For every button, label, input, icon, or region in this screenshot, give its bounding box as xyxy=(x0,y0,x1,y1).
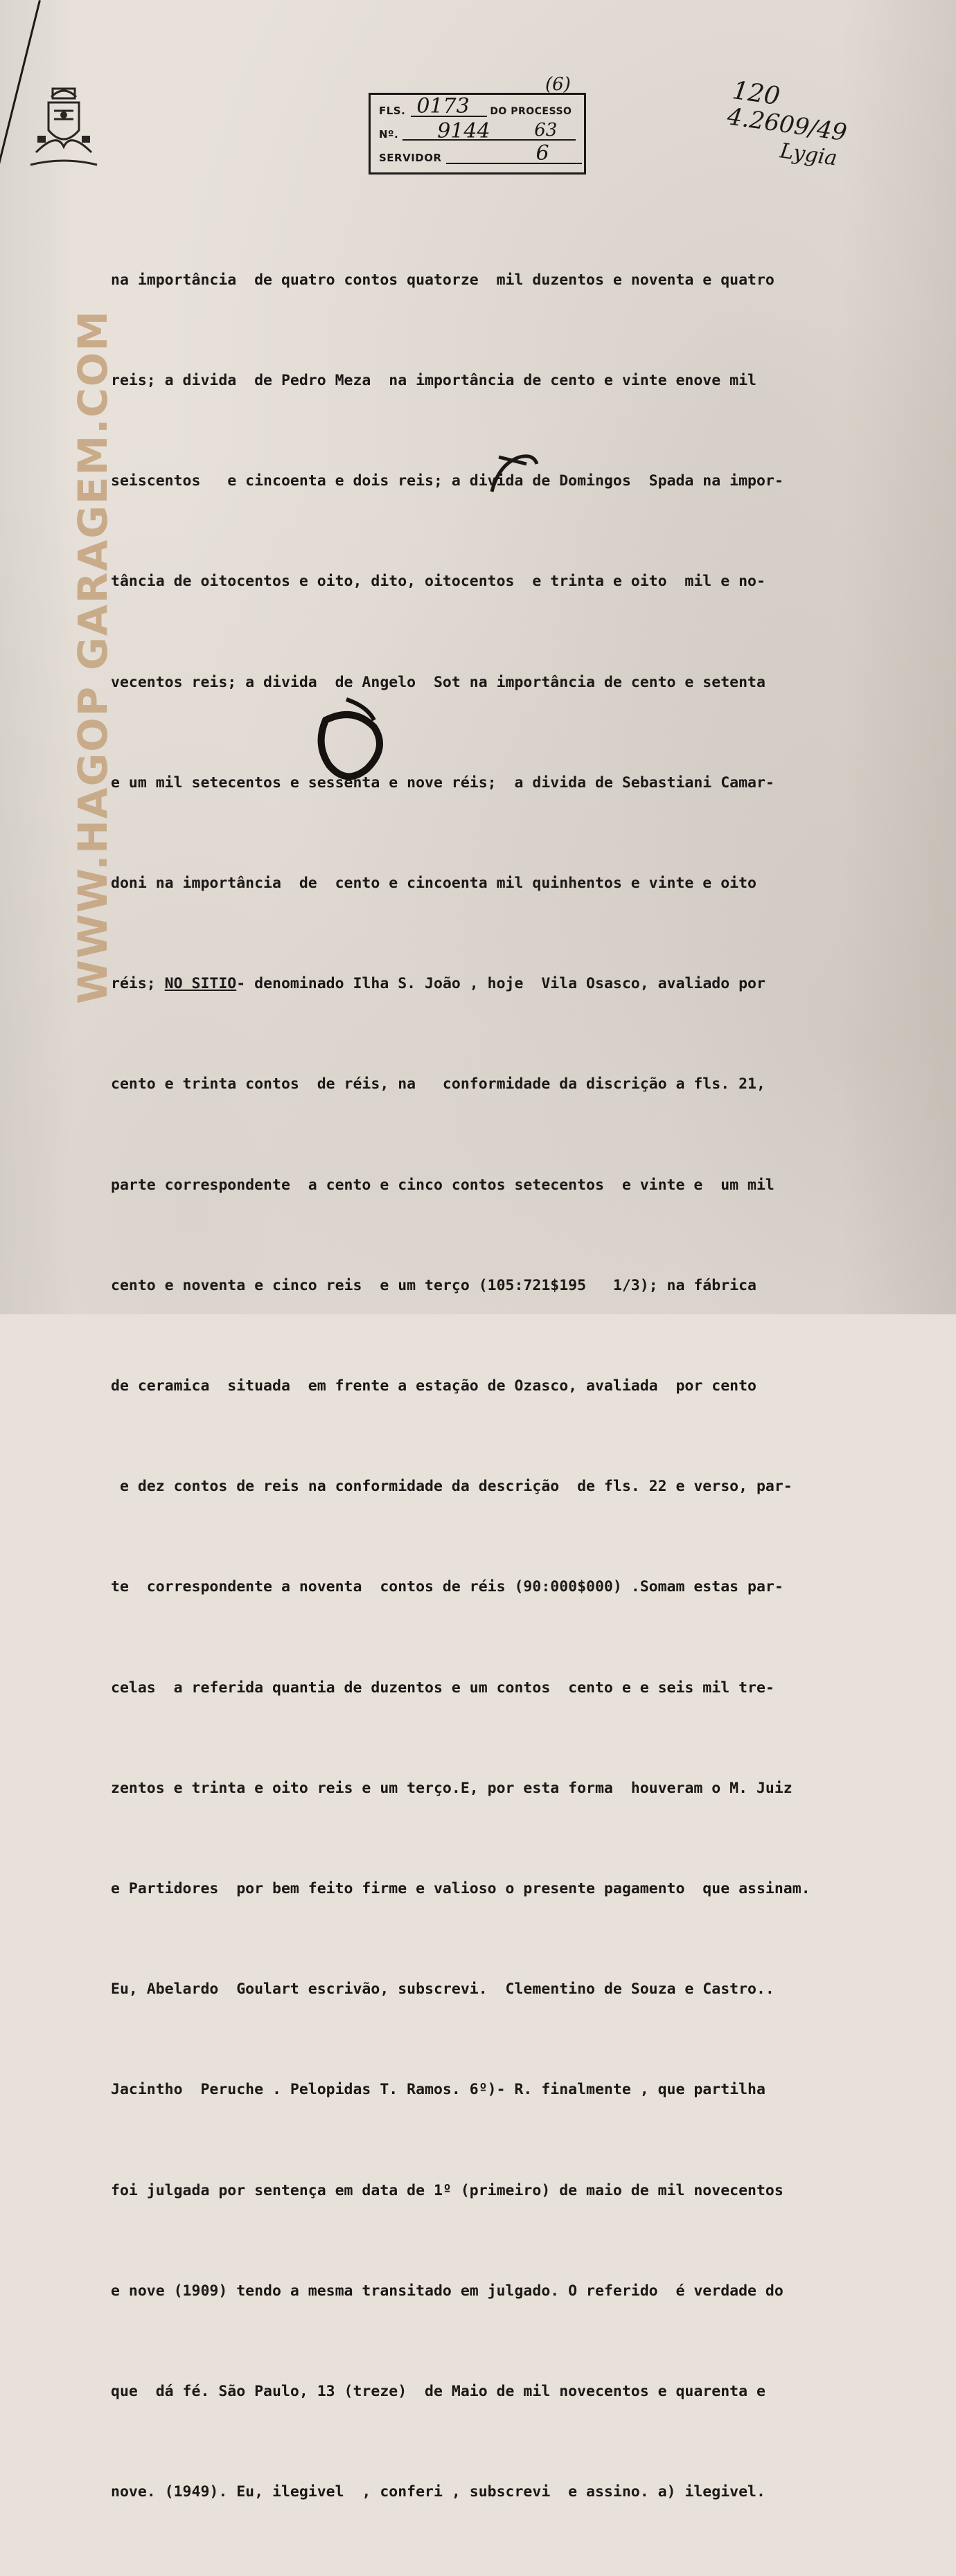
body-line: doni na importância de cento e cincoenta mil quinhentos e vinte e oito xyxy=(111,875,756,893)
body-line: Eu, Abelardo Goulart escrivão, subscrevi. Clementino de Souza e Castro.. xyxy=(111,1980,774,1998)
process-stamp xyxy=(369,74,586,175)
body-line: celas a referida quantia de duzentos e um contos cento e e seis mil tre- xyxy=(111,1679,774,1697)
typed-body-text xyxy=(111,197,901,2576)
stamp-servidor-line xyxy=(446,141,582,166)
stamp-number-line xyxy=(402,119,576,143)
stamp-servidor-row xyxy=(379,141,582,166)
ink-blot-mark xyxy=(305,692,409,796)
body-line: parte correspondente a cento e cinco contos setecentos e vinte e um mil xyxy=(111,1176,774,1194)
stamp-number-value: 9144 xyxy=(437,119,490,143)
stamp-number-row xyxy=(379,119,576,143)
handwritten-mark xyxy=(478,443,547,506)
body-line: cento e noventa e cinco reis e um terço (105:721$195 1/3); na fábrica xyxy=(111,1276,756,1294)
stamp-number-extra: 63 xyxy=(534,120,558,141)
stamp-process-label: DO PROCESSO xyxy=(490,106,572,117)
body-line: seiscentos e cincoenta e dois reis; a divida de Domingos Spada na impor- xyxy=(111,472,784,490)
body-line: e um mil setecentos e sessenta e nove réis; a divida de Sebastiani Camar- xyxy=(111,773,774,791)
body-line: que dá fé. São Paulo, 13 (treze) de Maio de mil novecentos e quarenta e xyxy=(111,2383,765,2401)
stamp-number-label: Nº. xyxy=(379,128,399,141)
body-line-sitio-post: - denominado Ilha S. João , hoje Vila Osasco, avaliado por xyxy=(236,975,765,993)
body-line: e dez contos de reis na conformidade da descrição de fls. 22 e verso, par- xyxy=(111,1478,793,1496)
handwritten-corner-note xyxy=(723,78,852,174)
no-sitio-underlined: NO SITIO xyxy=(164,975,237,993)
body-line: nove. (1949). Eu, ilegivel , conferi , subscrevi e assino. a) ilegivel. xyxy=(111,2483,765,2501)
body-line: e Partidores por bem feito firme e valioso o presente pagamento que assinam. xyxy=(111,1880,811,1898)
body-line: foi julgada por sentença em data de 1º (primeiro) de maio de mil novecentos xyxy=(111,2181,784,2199)
stamp-servidor-label: SERVIDOR xyxy=(379,152,442,164)
body-line: zentos e trinta e oito reis e um terço.E, por esta forma houveram o M. Juiz xyxy=(111,1779,793,1797)
body-line: te correspondente a noventa contos de réis (90:000$000) .Somam estas par- xyxy=(111,1578,784,1596)
body-line: de ceramica situada em frente a estação de Ozasco, avaliada por cento xyxy=(111,1377,756,1395)
body-line: na importância de quatro contos quatorze mil duzentos e noventa e quatro xyxy=(111,271,774,289)
body-line: cento e trinta contos de réis, na conformidade da discrição a fls. 21, xyxy=(111,1075,765,1093)
body-line: tância de oitocentos e oito, dito, oitocentos e trinta e oito mil e no- xyxy=(111,573,765,591)
stamp-fls-label: FLS. xyxy=(379,105,406,117)
body-line-sitio-pre: réis; xyxy=(111,975,165,993)
corner-note-signature: Lygia xyxy=(778,138,839,171)
watermark-text: WWW.HAGOP GARAGEM.COM xyxy=(69,310,116,1004)
stamp-page-extra: (6) xyxy=(545,74,571,95)
corner-note-number: 120 xyxy=(730,76,782,111)
body-line: Jacintho Peruche . Pelopidas T. Ramos. 6º)- R. finalmente , que partilha xyxy=(111,2081,765,2099)
stamp-fls-value: 0173 xyxy=(416,94,470,118)
body-line: reis; a divida de Pedro Meza na importância de cento e vinte enove mil xyxy=(111,372,756,390)
stamp-fls-line xyxy=(411,94,487,118)
corner-note-reference: 4.2609/49 xyxy=(725,102,849,147)
body-line: e nove (1909) tendo a mesma transitado em julgado. O referido é verdade do xyxy=(111,2282,784,2300)
stamp-fls-row xyxy=(379,94,572,118)
body-line-sitio xyxy=(111,967,901,1001)
body-line: vecentos reis; a divida de Angelo Sot na importância de cento e setenta xyxy=(111,673,765,691)
coat-of-arms-icon xyxy=(24,69,104,173)
stamp-servidor-value: 6 xyxy=(535,141,549,166)
